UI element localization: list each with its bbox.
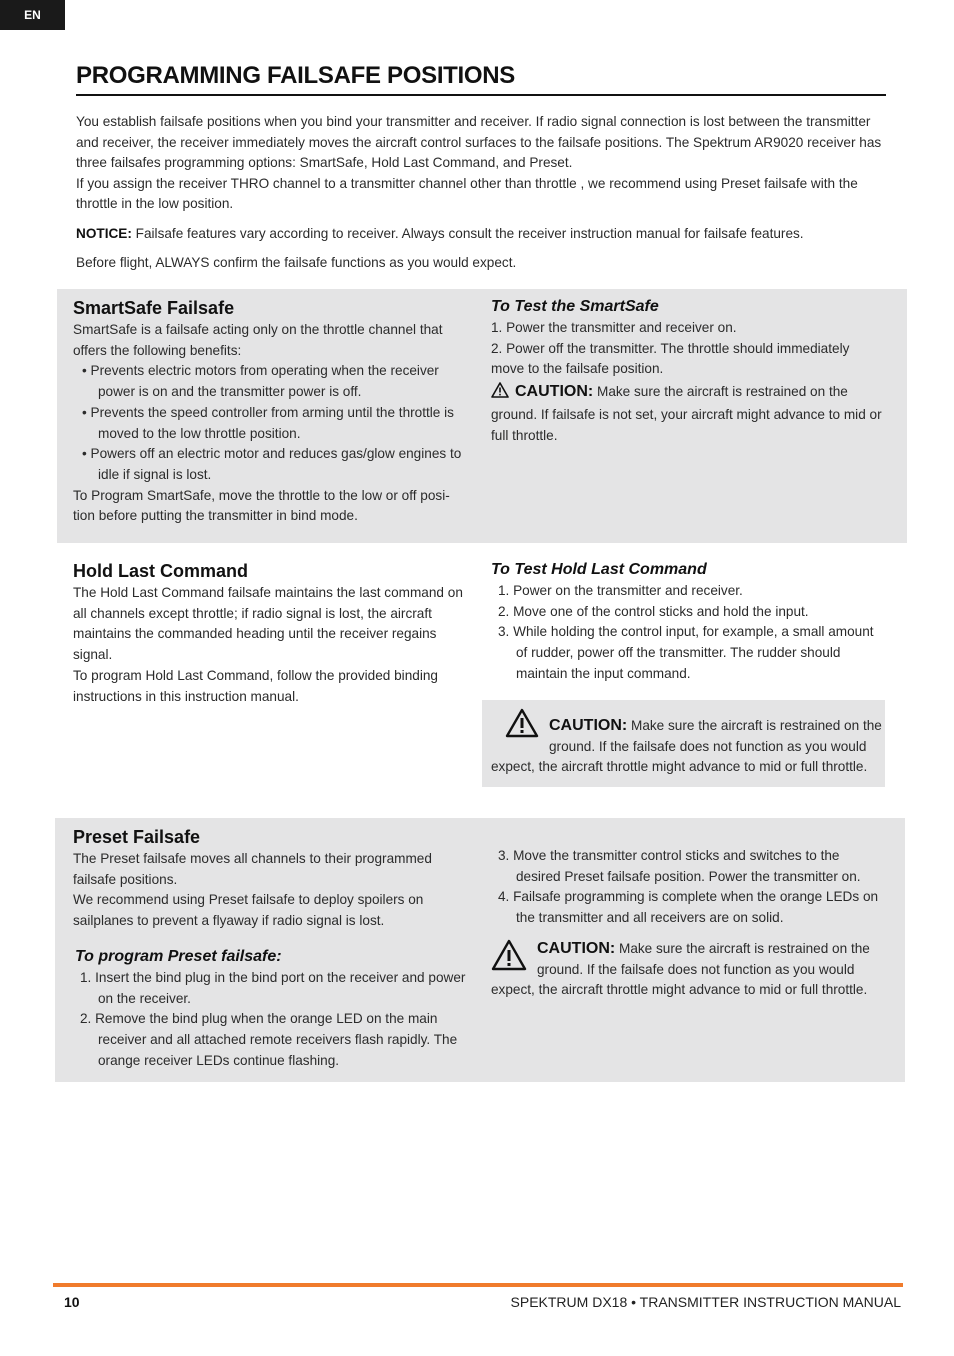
list-item: 1. Power on the transmitter and receiver. [498,583,743,598]
hold-description: The Hold Last Command failsafe maintains the last command on all channels except throttle; if radio signal is lost, the aircraft maintains the commanded heading until the receiver regains signal. [73,585,463,663]
manual-title: SPEKTRUM DX18 • TRANSMITTER INSTRUCTION MANUAL [510,1294,901,1310]
smartsafe-heading: SmartSafe Failsafe [73,298,235,318]
caution-paragraph [491,382,886,446]
caution-paragraph [491,939,886,1001]
preset-right-column [491,846,886,1001]
page-title: PROGRAMMING FAILSAFE POSITIONS [76,62,886,96]
caution-text: Make sure the aircraft is restrained on the ground. If the failsafe does not function as you would expect, the aircraft throttle might advance to mid or full throttle. [491,718,882,775]
list-item: • Prevents the speed controller from arming until the throttle is moved to the low throttle position. [82,404,454,441]
footer-divider [53,1283,903,1287]
hold-test-heading: To Test Hold Last Command [491,561,707,578]
hold-program-text: To program Hold Last Command, follow the provided binding instructions in this instruction manual. [73,667,438,704]
preset-recommendation: We recommend using Preset failsafe to deploy spoilers on sailplanes to prevent a flyaway if radio signal is lost. [73,892,424,929]
caution-text: Make sure the aircraft is restrained on the ground. If the failsafe does not function as you would expect, the aircraft throttle might advance to mid or full throttle. [491,940,870,998]
preset-left-column [73,825,468,1071]
hold-heading: Hold Last Command [73,561,249,581]
smartsafe-test-heading: To Test the SmartSafe [491,298,659,315]
list-item: • Prevents electric motors from operating when the receiver power is on and the transmitter power is off. [82,363,439,400]
hold-caution-box [482,700,885,787]
caution-label: CAUTION: [515,383,594,401]
list-item: • Powers off an electric motor and reduces gas/glow engines to idle if signal is lost. [82,446,462,482]
smartsafe-right-column [491,296,886,446]
list-item: 1. Power the transmitter and receiver on. [491,320,737,335]
preset-heading: Preset Failsafe [73,827,201,847]
intro-paragraph: Before flight, ALWAYS confirm the failsafe functions as you would expect. [76,255,517,270]
list-item: 2. Move one of the control sticks and hold the input. [498,603,809,619]
preset-program-heading: To program Preset failsafe: [75,947,282,965]
intro-paragraph: If you assign the receiver THRO channel to a transmitter channel other than throttle , we recommend using Preset failsafe with the throttle in the low position. [76,175,858,211]
caution-paragraph [482,700,885,778]
caution-label: CAUTION: [537,939,616,957]
smartsafe-description: SmartSafe is a failsafe acting only on the throttle channel that offers the following benefits: [73,322,443,358]
notice-label: NOTICE: [76,225,132,241]
list-item: 2. Power off the transmitter. The throttle should immediately move to the failsafe position. [491,340,850,377]
notice-paragraph [76,224,888,245]
notice-text: Failsafe features vary according to receiver. Always consult the receiver instruction manual for failsafe features. [131,225,804,241]
warning-icon [491,382,509,405]
language-tab: EN [0,0,65,30]
warning-icon [505,708,539,745]
list-item: 3. While holding the control input, for example, a small amount of rudder, power off the transmitter. The rudder should maintain the input command. [498,624,874,681]
caution-label: CAUTION: [549,717,628,734]
intro-paragraph: You establish failsafe positions when you bind your transmitter and receiver. If radio signal connection is lost between the transmitter and receiver, the receiver immediately moves the aircraft control surfaces to the failsafe positions. The Spektrum AR9020 receiver has three failsafes programming options: SmartSafe, Hold Last Command, and Preset. [76,114,882,170]
hold-left-column [73,559,468,707]
warning-icon [491,939,527,978]
smartsafe-program-text: To Program SmartSafe, move the throttle to the low or off posi-tion before putting the transmitter in bind mode. [73,487,450,524]
list-item: 1. Insert the bind plug in the bind port on the receiver and power on the receiver. [80,969,466,1006]
caution-text: Make sure the aircraft is restrained on the ground. If failsafe is not set, your aircraft might advance to mid or full throttle. [491,384,882,443]
list-item: 3. Move the transmitter control sticks and switches to the desired Preset failsafe position. Power the transmitter on. [498,848,861,884]
page-number: 10 [64,1294,80,1310]
list-item: 4. Failsafe programming is complete when the orange LEDs on the transmitter and all receivers are on solid. [498,889,879,926]
intro-text [76,112,888,274]
smartsafe-left-column [73,296,468,527]
preset-description: The Preset failsafe moves all channels to their programmed failsafe positions. [73,851,432,887]
list-item: 2. Remove the bind plug when the orange LED on the main receiver and all attached remote receivers flash rapidly. The orange receiver LEDs continue flashing. [80,1011,458,1068]
hold-right-column [491,559,886,685]
